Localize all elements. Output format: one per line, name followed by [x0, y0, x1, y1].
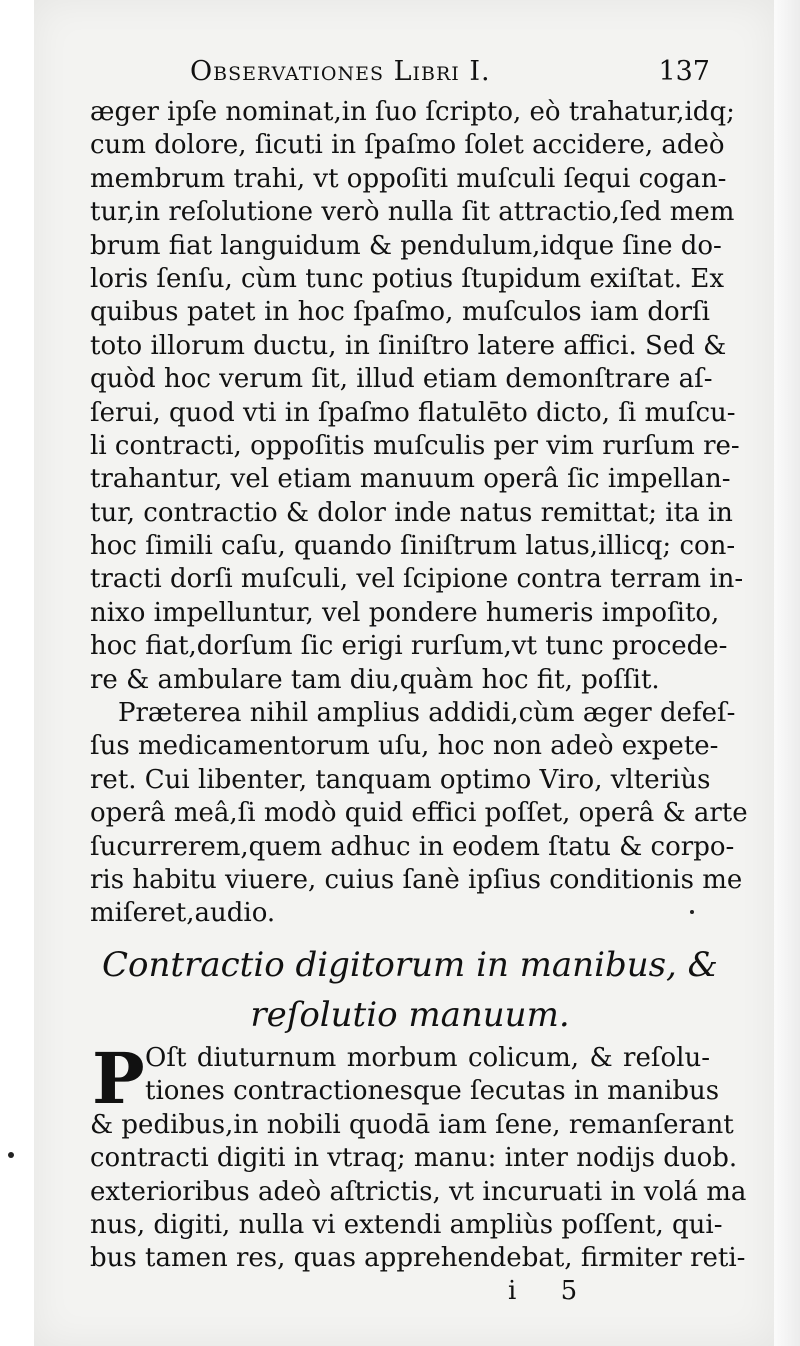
text-line: li contracti, oppoſitis muſculis per vim rurſum re- [90, 430, 740, 461]
text-line: brum fiat languidum & pendulum,idque ſine do- [90, 230, 722, 261]
text-line: ſucurrerem,quem adhuc in eodem ſtatu & corpo- [90, 831, 735, 862]
text-line: nus, digiti, nulla vi extendi ampliùs poſſent, qui- [90, 1209, 723, 1240]
text-line: operâ meâ,ſi modò quid effici poſſet, operâ & arte [90, 798, 748, 829]
text-line: miſeret,audio. [90, 898, 276, 929]
signature-mark: i 5 [508, 1276, 596, 1306]
drop-cap: P [92, 1037, 145, 1120]
page-number: 137 [658, 56, 710, 87]
text-line: exterioribus adeò aſtrictis, vt incuruati in volá ma [90, 1176, 747, 1207]
section-heading-line-1: Contractio digitorum in manibus, & [102, 945, 718, 985]
text-line: hoc fiat,dorſum ſic erigi rurſum,vt tunc procede- [90, 631, 728, 662]
page-edge [774, 0, 800, 1346]
text-line: ret. Cui libenter, tanquam optimo Viro, vlteriùs [90, 764, 711, 795]
ink-speck [690, 910, 694, 914]
text-line: nixo impelluntur, vel pondere humeris impoſito, [90, 597, 720, 628]
text-line: & pedibus,in nobili quodā iam ſene, remanſerant [90, 1109, 734, 1140]
page-header [150, 56, 710, 96]
text-line: tur,in reſolutione verò nulla ſit attractio,ſed mem [90, 197, 735, 228]
text-line: æger ipſe nominat,in ſuo ſcripto, eò trahatur,idq; [90, 97, 735, 127]
text-line: tiones contractionesque ſecutas in manibus [145, 1076, 720, 1107]
text-line: tracti dorſi muſculi, vel ſcipione contra terram in- [90, 564, 744, 595]
running-head: Observationes Libri I. [190, 56, 491, 87]
body-paragraph-1 [90, 96, 748, 931]
text-line: contracti digiti in vtraq; manu: inter nodijs duob. [90, 1143, 738, 1174]
text-line: hoc ſimili caſu, quando ſiniſtrum latus,illicq; con- [90, 531, 736, 562]
text-line: Præterea nihil amplius addidi,cùm æger defeſ- [118, 698, 736, 729]
text-line: Oſt diuturnum morbum colicum, & reſolu- [145, 1043, 710, 1073]
section-heading-line-2: reſolutio manuum. [250, 995, 570, 1035]
text-line: ſerui, quod vti in ſpaſmo flatulēto dicto, ſi muſcu- [90, 397, 736, 428]
text-line: ris habitu viuere, cuius ſanè ipſius conditionis me [90, 864, 743, 895]
text-line: tur, contractio & dolor inde natus remittat; ita in [90, 497, 733, 528]
text-line: bus tamen res, quas apprehendebat, firmiter reti- [90, 1243, 746, 1274]
text-line: loris ſenſu, cùm tunc potius ſtupidum exiſtat. Ex [90, 263, 725, 294]
text-line: trahantur, vel etiam manuum operâ ſic impellan- [90, 464, 731, 495]
ink-speck [8, 1152, 14, 1158]
text-line: cum dolore, ſicuti in ſpaſmo ſolet accidere, adeò [90, 130, 725, 161]
text-line: quibus patet in hoc ſpaſmo, muſculos iam dorſi [90, 297, 710, 328]
text-line: toto illorum ductu, in ſiniſtro latere affici. Sed & [90, 330, 727, 361]
text-line: quòd hoc verum ſit, illud etiam demonſtrare aſ- [90, 364, 713, 395]
body-paragraph-2 [90, 1037, 747, 1276]
text-line: re & ambulare tam diu,quàm hoc fit, poſſit. [90, 664, 660, 695]
text-line: ſus medicamentorum uſu, hoc non adeò expete- [90, 731, 719, 762]
text-line: membrum trahi, vt oppoſiti muſculi ſequi cogan- [90, 163, 727, 194]
